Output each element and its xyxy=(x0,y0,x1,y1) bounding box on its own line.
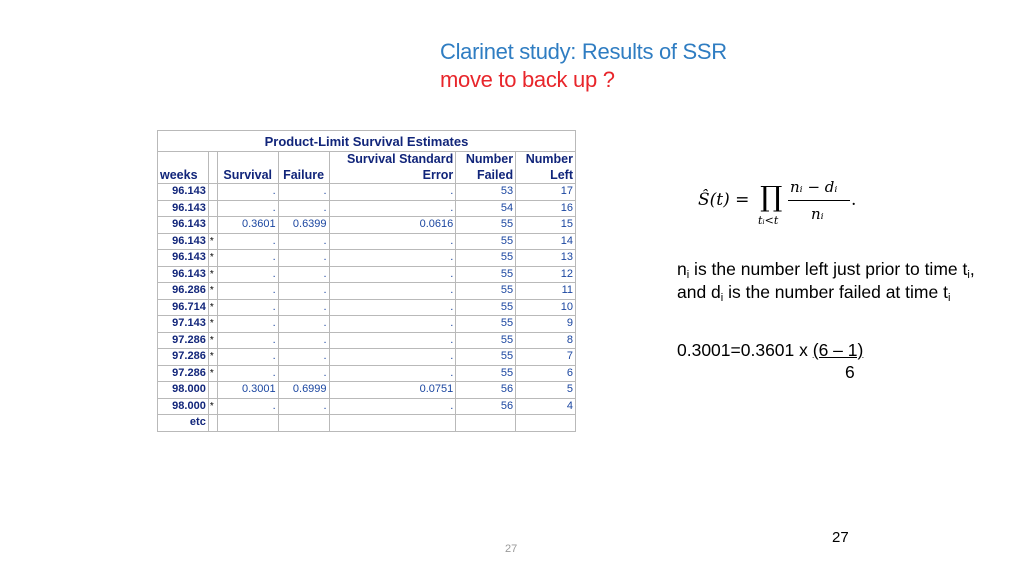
cell-number-left: 12 xyxy=(516,266,576,283)
table-row xyxy=(158,332,576,349)
cell-number-left: 5 xyxy=(516,382,576,399)
cell-std-error: . xyxy=(329,349,456,366)
cell-star: * xyxy=(208,283,217,300)
cell-std-error: . xyxy=(329,200,456,217)
cell-number-failed: 55 xyxy=(456,266,516,283)
cell-star: * xyxy=(208,266,217,283)
cell-weeks: 98.000 xyxy=(158,382,209,399)
table-row xyxy=(158,283,576,300)
cell-failure: . xyxy=(278,365,329,382)
cell-std-error: . xyxy=(329,233,456,250)
cell-star xyxy=(208,217,217,234)
cell-failure: . xyxy=(278,316,329,333)
cell-star xyxy=(208,382,217,399)
cell-number-failed xyxy=(456,415,516,432)
cell-weeks: 98.000 xyxy=(158,398,209,415)
cell-std-error xyxy=(329,415,456,432)
note-sub-4: i xyxy=(947,292,951,304)
note-n: n xyxy=(677,259,687,279)
cell-number-left: 11 xyxy=(516,283,576,300)
cell-number-failed: 55 xyxy=(456,365,516,382)
kaplan-meier-formula xyxy=(698,178,868,230)
cell-survival: . xyxy=(217,233,278,250)
note-part-1: is the number left just prior to time t xyxy=(689,259,968,279)
cell-std-error: . xyxy=(329,266,456,283)
cell-survival: . xyxy=(217,332,278,349)
cell-star: * xyxy=(208,349,217,366)
cell-failure: . xyxy=(278,233,329,250)
survival-estimates-table xyxy=(157,130,576,432)
cell-number-failed: 55 xyxy=(456,217,516,234)
cell-weeks: 97.286 xyxy=(158,332,209,349)
table-row xyxy=(158,398,576,415)
cell-std-error: . xyxy=(329,398,456,415)
cell-weeks: 96.143 xyxy=(158,233,209,250)
cell-number-left: 14 xyxy=(516,233,576,250)
cell-number-left: 9 xyxy=(516,316,576,333)
header-left-top: Number xyxy=(516,152,576,168)
table-row xyxy=(158,217,576,234)
table-body xyxy=(158,184,576,432)
cell-number-failed: 55 xyxy=(456,316,516,333)
calc-prefix: 0.3001=0.3601 x xyxy=(677,340,813,360)
cell-failure: . xyxy=(278,283,329,300)
cell-failure xyxy=(278,415,329,432)
table-row xyxy=(158,250,576,267)
cell-number-failed: 56 xyxy=(456,398,516,415)
cell-weeks: 96.714 xyxy=(158,299,209,316)
cell-survival: 0.3001 xyxy=(217,382,278,399)
header-failed-top: Number xyxy=(456,152,516,168)
cell-number-left: 10 xyxy=(516,299,576,316)
cell-weeks: etc xyxy=(158,415,209,432)
cell-number-failed: 53 xyxy=(456,184,516,201)
cell-failure: . xyxy=(278,266,329,283)
cell-number-failed: 55 xyxy=(456,283,516,300)
definition-note xyxy=(677,258,977,304)
cell-failure: . xyxy=(278,398,329,415)
header-star xyxy=(208,152,217,184)
cell-survival: . xyxy=(217,184,278,201)
table-row xyxy=(158,266,576,283)
cell-number-left: 15 xyxy=(516,217,576,234)
cell-star: * xyxy=(208,299,217,316)
cell-survival: . xyxy=(217,365,278,382)
table-row xyxy=(158,184,576,201)
slide-title xyxy=(440,38,727,94)
table-row xyxy=(158,316,576,333)
cell-star: * xyxy=(208,332,217,349)
cell-weeks: 96.143 xyxy=(158,250,209,267)
cell-survival: . xyxy=(217,398,278,415)
formula-denominator: nᵢ xyxy=(811,205,824,223)
cell-failure: 0.6399 xyxy=(278,217,329,234)
cell-number-failed: 55 xyxy=(456,250,516,267)
cell-failure: 0.6999 xyxy=(278,382,329,399)
cell-std-error: 0.0751 xyxy=(329,382,456,399)
calc-numerator: (6 – 1) xyxy=(812,340,864,360)
cell-failure: . xyxy=(278,200,329,217)
table-row xyxy=(158,382,576,399)
cell-star xyxy=(208,200,217,217)
note-sub-3: i xyxy=(720,292,724,304)
formula-end: . xyxy=(851,190,857,210)
cell-number-left: 7 xyxy=(516,349,576,366)
cell-survival: . xyxy=(217,349,278,366)
cell-number-left: 4 xyxy=(516,398,576,415)
cell-weeks: 96.143 xyxy=(158,217,209,234)
table-row xyxy=(158,349,576,366)
cell-weeks: 97.143 xyxy=(158,316,209,333)
table-row xyxy=(158,415,576,432)
cell-number-failed: 55 xyxy=(456,349,516,366)
fraction-bar xyxy=(788,200,850,201)
table-caption: Product-Limit Survival Estimates xyxy=(158,131,576,152)
cell-std-error: . xyxy=(329,299,456,316)
cell-number-left: 17 xyxy=(516,184,576,201)
cell-number-left: 6 xyxy=(516,365,576,382)
cell-survival: . xyxy=(217,266,278,283)
cell-std-error: . xyxy=(329,332,456,349)
cell-failure: . xyxy=(278,332,329,349)
cell-survival: . xyxy=(217,283,278,300)
cell-failure: . xyxy=(278,349,329,366)
cell-number-failed: 55 xyxy=(456,233,516,250)
cell-weeks: 96.286 xyxy=(158,283,209,300)
header-weeks: weeks xyxy=(158,152,209,184)
formula-numerator: nᵢ − dᵢ xyxy=(790,178,838,196)
cell-star: * xyxy=(208,250,217,267)
cell-weeks: 96.143 xyxy=(158,184,209,201)
survival-table-container xyxy=(157,130,576,432)
cell-star: * xyxy=(208,233,217,250)
table-row xyxy=(158,200,576,217)
cell-failure: . xyxy=(278,299,329,316)
table-row xyxy=(158,233,576,250)
cell-failure: . xyxy=(278,250,329,267)
cell-std-error: 0.0616 xyxy=(329,217,456,234)
cell-std-error: . xyxy=(329,365,456,382)
cell-number-failed: 54 xyxy=(456,200,516,217)
cell-weeks: 96.143 xyxy=(158,200,209,217)
note-part-2: , and d xyxy=(677,259,975,302)
note-sub-1: i xyxy=(686,269,690,281)
cell-number-left: 8 xyxy=(516,332,576,349)
cell-number-left: 13 xyxy=(516,250,576,267)
cell-number-failed: 55 xyxy=(456,332,516,349)
cell-std-error: . xyxy=(329,250,456,267)
header-left-bottom: Left xyxy=(516,168,576,184)
page-number-right: 27 xyxy=(832,529,849,546)
cell-survival: . xyxy=(217,299,278,316)
cell-number-left xyxy=(516,415,576,432)
formula-subscript: tᵢ<t xyxy=(758,214,779,227)
cell-weeks: 97.286 xyxy=(158,349,209,366)
formula-lhs: Ŝ(t) = xyxy=(698,190,750,210)
cell-std-error: . xyxy=(329,283,456,300)
cell-number-failed: 55 xyxy=(456,299,516,316)
cell-std-error: . xyxy=(329,184,456,201)
cell-survival: . xyxy=(217,316,278,333)
header-failure: Failure xyxy=(278,152,329,184)
title-line-2: move to back up ? xyxy=(440,67,615,92)
cell-number-failed: 56 xyxy=(456,382,516,399)
cell-weeks: 96.143 xyxy=(158,266,209,283)
product-symbol: ∏ xyxy=(760,180,783,213)
cell-number-left: 16 xyxy=(516,200,576,217)
cell-star: * xyxy=(208,365,217,382)
cell-star: * xyxy=(208,316,217,333)
cell-survival: 0.3601 xyxy=(217,217,278,234)
note-part-3: is the number failed at time t xyxy=(723,282,948,302)
header-std-error-top: Survival Standard xyxy=(329,152,456,168)
note-sub-2: i xyxy=(967,269,970,281)
title-line-1: Clarinet study: Results of SSR xyxy=(440,39,727,64)
page-number-center: 27 xyxy=(505,543,518,555)
example-calculation xyxy=(677,339,863,361)
cell-star xyxy=(208,184,217,201)
cell-failure: . xyxy=(278,184,329,201)
header-std-error-bottom: Error xyxy=(329,168,456,184)
header-failed-bottom: Failed xyxy=(456,168,516,184)
cell-std-error: . xyxy=(329,316,456,333)
cell-weeks: 97.286 xyxy=(158,365,209,382)
cell-star: * xyxy=(208,398,217,415)
cell-survival: . xyxy=(217,250,278,267)
cell-star xyxy=(208,415,217,432)
table-row xyxy=(158,299,576,316)
cell-survival xyxy=(217,415,278,432)
header-survival: Survival xyxy=(217,152,278,184)
calc-denominator: 6 xyxy=(845,362,855,382)
table-row xyxy=(158,365,576,382)
cell-survival: . xyxy=(217,200,278,217)
